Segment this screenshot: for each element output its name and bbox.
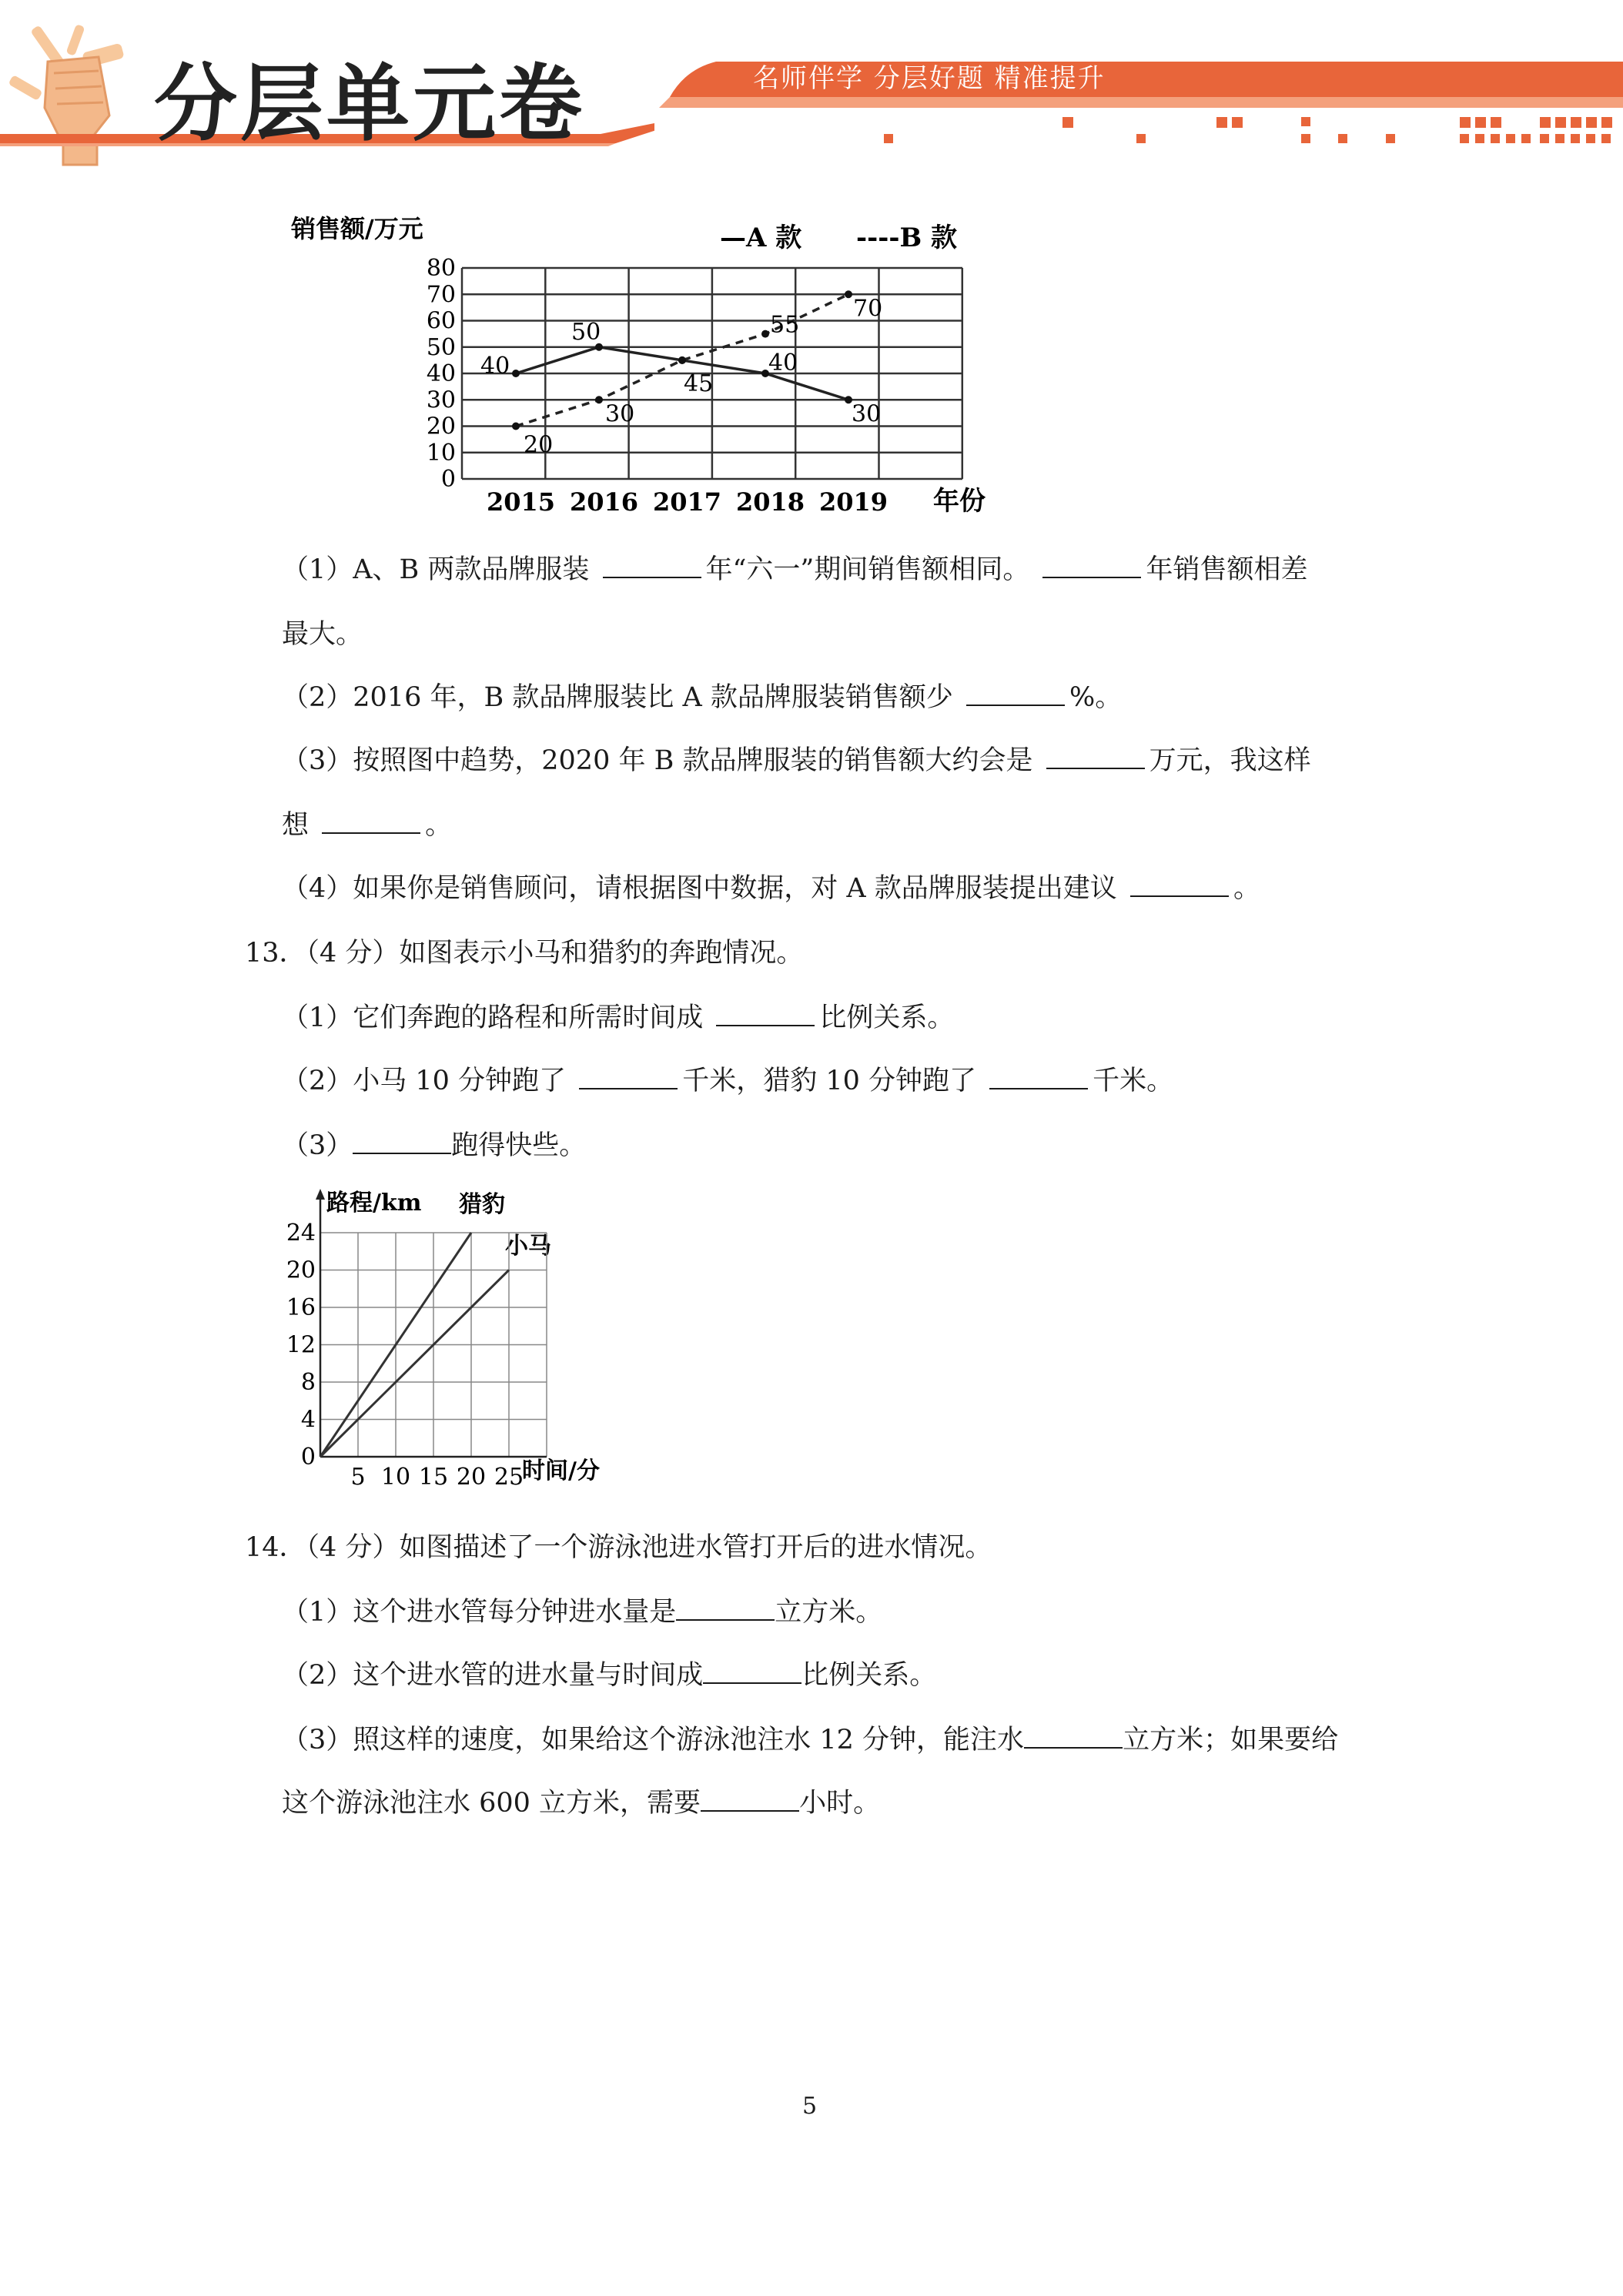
chart1-data-label: 50 bbox=[571, 318, 601, 346]
chart2-y-tick-label: 8 bbox=[300, 1369, 316, 1396]
sales-line-chart bbox=[277, 208, 1016, 531]
answer-blank[interactable] bbox=[966, 681, 1065, 706]
chart1-data-label: 30 bbox=[605, 400, 635, 428]
chart1-y-tick-label: 60 bbox=[426, 307, 456, 335]
q12-part3-text-b: 万元，我这样 bbox=[1149, 745, 1311, 776]
answer-blank[interactable] bbox=[716, 1002, 815, 1026]
answer-blank[interactable] bbox=[989, 1065, 1088, 1089]
q12-part4-text-a: （4）如果你是销售顾问，请根据图中数据，对 A 款品牌服装提出建议 bbox=[282, 873, 1117, 904]
q13-part1-text-a: （1）它们奔跑的路程和所需时间成 bbox=[282, 1002, 704, 1033]
series-b-point bbox=[845, 290, 852, 298]
q12-part2-text-b: %。 bbox=[1069, 682, 1123, 713]
q12-part3-text-a: （3）按照图中趋势，2020 年 B 款品牌服装的销售额大约会是 bbox=[282, 745, 1033, 776]
chart1-data-label: 45 bbox=[684, 370, 714, 397]
answer-blank[interactable] bbox=[1042, 554, 1141, 578]
chart1-data-label: 70 bbox=[853, 295, 883, 323]
chart2-y-tick-label: 16 bbox=[286, 1294, 316, 1321]
chart2-y-axis-arrow bbox=[316, 1189, 325, 1200]
q14-part1-text-b: 立方米。 bbox=[775, 1597, 883, 1628]
series-b-point bbox=[678, 356, 686, 364]
series-b-point bbox=[512, 423, 520, 430]
q14-part1 bbox=[282, 1591, 882, 1629]
answer-blank[interactable] bbox=[676, 1596, 775, 1621]
chart1-x-tick-label: 2017 bbox=[653, 487, 722, 517]
chart2-y-tick-label: 4 bbox=[300, 1406, 316, 1434]
chart1-data-label: 40 bbox=[480, 353, 510, 380]
chart1-y-tick-label: 50 bbox=[426, 333, 456, 361]
page-header bbox=[0, 0, 1623, 169]
q13-part2-text-b: 千米，猎豹 10 分钟跑了 bbox=[682, 1066, 976, 1096]
chart1-data-label: 40 bbox=[768, 350, 798, 377]
horse-line bbox=[320, 1270, 509, 1458]
brand-title: 分层单元卷 bbox=[154, 56, 586, 152]
q14-part3-text-d: 小时。 bbox=[799, 1788, 881, 1819]
q13-part3-text-a: （3） bbox=[282, 1130, 353, 1161]
q13-part1-text-b: 比例关系。 bbox=[819, 1002, 955, 1033]
chart1-x-tick-label: 2018 bbox=[736, 487, 805, 517]
chart1-y-tick-label: 70 bbox=[426, 281, 456, 309]
chart1-y-tick-label: 40 bbox=[426, 360, 456, 387]
header-slogan: 名师伴学 分层好题 精准提升 bbox=[753, 63, 1106, 94]
chart2-x-tick-label: 25 bbox=[494, 1464, 524, 1491]
q13-title: 13．（4 分）如图表示小马和猎豹的奔跑情况。 bbox=[245, 938, 804, 969]
chart1-x-tick-label: 2016 bbox=[570, 487, 639, 517]
chart1-x-tick-label: 2015 bbox=[487, 487, 556, 517]
chart1-y-tick-label: 30 bbox=[426, 387, 456, 414]
chart1-data-label: 55 bbox=[770, 311, 800, 339]
answer-blank[interactable] bbox=[603, 554, 701, 578]
chart2-horse-label: 小马 bbox=[505, 1233, 551, 1260]
chart2-y-tick-label: 0 bbox=[300, 1444, 316, 1471]
q14-part2-text-a: （2）这个进水管的进水量与时间成 bbox=[282, 1660, 704, 1691]
chart1-x-axis-label: 年份 bbox=[933, 486, 986, 517]
q14-part3-line2 bbox=[282, 1782, 880, 1820]
q14-part3-text-a: （3）照这样的速度，如果给这个游泳池注水 12 分钟，能注水 bbox=[282, 1725, 1025, 1755]
q14-title: 14．（4 分）如图描述了一个游泳池进水管打开后的进水情况。 bbox=[245, 1532, 992, 1563]
series-a-point bbox=[512, 370, 520, 377]
answer-blank[interactable] bbox=[579, 1065, 678, 1089]
answer-blank[interactable] bbox=[353, 1130, 451, 1154]
chart1-legend-a: —A 款 bbox=[720, 223, 802, 253]
answer-blank[interactable] bbox=[322, 809, 420, 834]
distance-time-chart bbox=[277, 1178, 639, 1501]
chart2-x-tick-label: 10 bbox=[380, 1464, 411, 1491]
answer-blank[interactable] bbox=[703, 1659, 801, 1684]
q12-part4-text-b: 。 bbox=[1233, 873, 1260, 904]
q13-part2-text-c: 千米。 bbox=[1093, 1066, 1174, 1096]
chart2-x-tick-label: 20 bbox=[456, 1464, 487, 1491]
chart2-y-axis-label: 路程/km bbox=[326, 1190, 422, 1217]
chart2-x-tick-label: 15 bbox=[418, 1464, 449, 1491]
chart2-y-tick-label: 20 bbox=[286, 1257, 316, 1284]
q13-part2-text-a: （2）小马 10 分钟跑了 bbox=[282, 1066, 567, 1096]
q12-part1-text-a: （1）A、B 两款品牌服装 bbox=[282, 554, 590, 585]
chart2-leopard-label: 猎豹 bbox=[459, 1191, 505, 1218]
q12-part2-text-a: （2）2016 年，B 款品牌服装比 A 款品牌服装销售额少 bbox=[282, 682, 953, 713]
q14-part1-text-a: （1）这个进水管每分钟进水量是 bbox=[282, 1597, 677, 1628]
q12-part1-text-c: 年销售额相差 bbox=[1146, 554, 1308, 585]
q12-part1-text-b: 年“六一”期间销售额相同。 bbox=[705, 554, 1030, 585]
chart2-y-tick-label: 24 bbox=[286, 1220, 316, 1247]
answer-blank[interactable] bbox=[1046, 745, 1145, 769]
q14-part2-text-b: 比例关系。 bbox=[801, 1660, 937, 1691]
q12-part1-line2: 最大。 bbox=[282, 619, 363, 650]
q12-part1-line1 bbox=[282, 548, 1307, 587]
q12-part2 bbox=[282, 676, 1122, 715]
chart1-y-tick-label: 10 bbox=[426, 439, 456, 467]
chart1-y-axis-label: 销售额/万元 bbox=[291, 214, 423, 243]
chart1-y-tick-label: 20 bbox=[426, 413, 456, 440]
q14-part2 bbox=[282, 1654, 936, 1692]
chart1-y-tick-label: 0 bbox=[440, 466, 456, 493]
answer-blank[interactable] bbox=[701, 1787, 799, 1812]
q14-part3-line1 bbox=[282, 1719, 1338, 1757]
chart1-data-label: 30 bbox=[852, 400, 882, 428]
q14-part3-text-b: 立方米；如果要给 bbox=[1123, 1725, 1339, 1755]
q13-part1 bbox=[282, 996, 954, 1035]
q12-part3-line2 bbox=[282, 804, 452, 842]
q13-part3-text-b: 跑得快些。 bbox=[451, 1130, 587, 1161]
chart2-x-axis-label: 时间/分 bbox=[522, 1458, 600, 1484]
q13-part3 bbox=[282, 1124, 586, 1163]
answer-blank[interactable] bbox=[1024, 1724, 1123, 1749]
q12-part4 bbox=[282, 867, 1260, 905]
q13-part2 bbox=[282, 1059, 1173, 1098]
chart2-y-tick-label: 12 bbox=[286, 1331, 316, 1359]
series-b-point bbox=[761, 330, 769, 338]
series-b-point bbox=[595, 396, 603, 403]
answer-blank[interactable] bbox=[1130, 872, 1229, 897]
q12-part3-text-d: 。 bbox=[425, 810, 453, 841]
chart2-x-tick-label: 5 bbox=[350, 1464, 366, 1491]
chart1-x-tick-label: 2019 bbox=[819, 487, 888, 517]
chart1-data-label: 20 bbox=[524, 431, 554, 459]
q12-part3-text-c: 想 bbox=[282, 810, 310, 841]
page-number: 5 bbox=[802, 2093, 818, 2120]
q14-part3-text-c: 这个游泳池注水 600 立方米，需要 bbox=[282, 1788, 701, 1819]
chart1-legend-b: ----B 款 bbox=[856, 223, 958, 253]
q12-part3-line1 bbox=[282, 739, 1311, 778]
chart1-y-tick-label: 80 bbox=[426, 255, 456, 282]
